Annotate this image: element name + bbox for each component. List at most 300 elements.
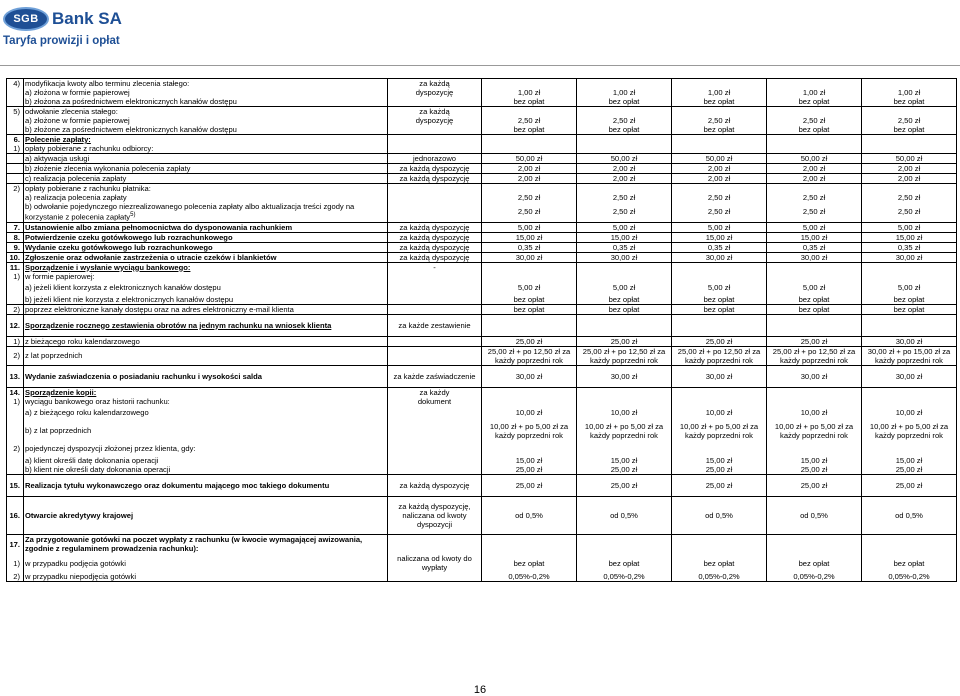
- charge-mode: za każdą: [388, 79, 482, 89]
- fee-value: 30,00 zł: [482, 252, 577, 262]
- fee-value: 30,00 zł: [577, 252, 672, 262]
- fee-value: [862, 387, 957, 397]
- item-description: Wydanie zaświadczenia o posiadaniu rachunku i wysokości salda: [24, 365, 388, 387]
- fee-value: [862, 79, 957, 89]
- fee-value: 50,00 zł: [482, 154, 577, 164]
- fee-value: bez opłat: [672, 304, 767, 314]
- fee-value: 15,00 zł: [672, 456, 767, 465]
- fee-value: [767, 262, 862, 272]
- item-description: Ustanowienie albo zmiana pełnomocnictwa do dysponowania rachunkiem: [24, 222, 388, 232]
- fee-value: [672, 387, 767, 397]
- fee-value: [577, 272, 672, 281]
- fee-row: [7, 534, 957, 554]
- fee-value: [577, 107, 672, 117]
- fee-row: [7, 442, 957, 456]
- fee-value: 10,00 zł + po 5,00 zł za każdy poprzedni rok: [767, 420, 862, 442]
- fee-row: [7, 346, 957, 365]
- fee-value: [862, 144, 957, 154]
- item-number: 1): [7, 272, 24, 281]
- item-description: Za przygotowanie gotówki na poczet wypłaty z rachunku (w kwocie wymagającej awizowania, zgodnie z regulaminem prowadzenia rachunku):: [24, 534, 388, 554]
- fee-value: [767, 314, 862, 336]
- fee-value: [577, 534, 672, 554]
- fee-table-body: [7, 79, 957, 582]
- fee-value: bez opłat: [672, 125, 767, 135]
- fee-row: [7, 572, 957, 582]
- fee-value: [767, 272, 862, 281]
- fee-value: 15,00 zł: [577, 232, 672, 242]
- fee-value: [672, 272, 767, 281]
- fee-value: 30,00 zł: [577, 365, 672, 387]
- item-number: 4): [7, 79, 24, 89]
- fee-value: 30,00 zł: [862, 365, 957, 387]
- fee-row: [7, 456, 957, 465]
- fee-value: 0,35 zł: [577, 242, 672, 252]
- fee-value: 25,00 zł: [672, 474, 767, 496]
- item-description: Wydanie czeku gotówkowego lub rozrachunkowego: [24, 242, 388, 252]
- fee-value: od 0,5%: [577, 496, 672, 534]
- item-description: b) odwołanie pojedynczego niezrealizowanego polecenia zapłaty albo aktualizacja treści zgody na korzystanie z polecenia zapłaty$^{5)}$: [24, 202, 388, 222]
- fee-value: 25,00 zł: [767, 336, 862, 346]
- fee-value: 0,05%-0,2%: [862, 572, 957, 582]
- fee-value: bez opłat: [767, 554, 862, 572]
- item-number: [7, 125, 24, 135]
- fee-value: [767, 107, 862, 117]
- fee-value: [862, 314, 957, 336]
- item-number: 9.: [7, 242, 24, 252]
- item-description: b) jeżeli klient nie korzysta z elektronicznych kanałów dostępu: [24, 295, 388, 305]
- fee-value: bez opłat: [482, 125, 577, 135]
- fee-value: 0,05%-0,2%: [577, 572, 672, 582]
- fee-value: [577, 262, 672, 272]
- fee-value: 2,50 zł: [672, 193, 767, 202]
- fee-value: 25,00 zł: [482, 465, 577, 475]
- fee-value: 30,00 zł: [672, 252, 767, 262]
- fee-row: [7, 295, 957, 305]
- fee-value: bez opłat: [672, 554, 767, 572]
- fee-value: 25,00 zł + po 12,50 zł za każdy poprzedni rok: [767, 346, 862, 365]
- fee-value: bez opłat: [577, 125, 672, 135]
- fee-row: [7, 314, 957, 336]
- fee-value: 5,00 zł: [577, 222, 672, 232]
- item-number: [7, 174, 24, 184]
- charge-mode: dyspozycję: [388, 116, 482, 125]
- fee-row: [7, 304, 957, 314]
- fee-value: [767, 534, 862, 554]
- fee-value: 15,00 zł: [672, 232, 767, 242]
- fee-value: od 0,5%: [672, 496, 767, 534]
- fee-value: [862, 262, 957, 272]
- fee-value: 10,00 zł: [862, 406, 957, 420]
- fee-value: [577, 79, 672, 89]
- fee-value: bez opłat: [672, 97, 767, 107]
- fee-value: [767, 387, 862, 397]
- item-description: a) aktywacja usługi: [24, 154, 388, 164]
- fee-row: [7, 164, 957, 174]
- item-number: 7.: [7, 222, 24, 232]
- fee-value: 0,35 zł: [672, 242, 767, 252]
- item-description: Sporządzenie i wysłanie wyciągu bankowego:: [24, 262, 388, 272]
- fee-row: [7, 107, 957, 117]
- fee-value: 50,00 zł: [767, 154, 862, 164]
- fee-value: [767, 442, 862, 456]
- fee-value: 1,00 zł: [577, 88, 672, 97]
- charge-mode: [388, 272, 482, 281]
- fee-value: [862, 397, 957, 406]
- item-number: 1): [7, 554, 24, 572]
- fee-value: 25,00 zł + po 12,50 zł za każdy poprzedni rok: [672, 346, 767, 365]
- item-description: odwołanie zlecenia stałego:: [24, 107, 388, 117]
- item-description: opłaty pobierane z rachunku odbiorcy:: [24, 144, 388, 154]
- fee-table: [6, 78, 957, 582]
- item-description: Realizacja tytułu wykonawczego oraz dokumentu mającego moc takiego dokumentu: [24, 474, 388, 496]
- fee-value: 2,50 zł: [862, 193, 957, 202]
- fee-value: 25,00 zł: [672, 336, 767, 346]
- item-description: Sporządzenie rocznego zestawienia obrotów na jednym rachunku na wniosek klienta: [24, 314, 388, 336]
- fee-value: 50,00 zł: [862, 154, 957, 164]
- item-number: 14.: [7, 387, 24, 397]
- item-description: w przypadku podjęcia gotówki: [24, 554, 388, 572]
- fee-value: 0,05%-0,2%: [672, 572, 767, 582]
- fee-value: bez opłat: [862, 125, 957, 135]
- item-number: [7, 295, 24, 305]
- fee-value: 25,00 zł: [767, 474, 862, 496]
- fee-value: [482, 79, 577, 89]
- item-description: b) z lat poprzednich: [24, 420, 388, 442]
- fee-value: 5,00 zł: [482, 281, 577, 295]
- item-number: [7, 154, 24, 164]
- fee-value: 15,00 zł: [767, 232, 862, 242]
- fee-row: [7, 135, 957, 145]
- charge-mode: -: [388, 262, 482, 272]
- fee-row: [7, 242, 957, 252]
- fee-value: [672, 534, 767, 554]
- item-number: 17.: [7, 534, 24, 554]
- page-number: 16: [473, 684, 487, 696]
- fee-value: 2,50 zł: [577, 116, 672, 125]
- item-number: 11.: [7, 262, 24, 272]
- charge-mode: za każde zaświadczenie: [388, 365, 482, 387]
- fee-value: 2,50 zł: [482, 116, 577, 125]
- fee-value: 30,00 zł: [482, 365, 577, 387]
- fee-value: od 0,5%: [862, 496, 957, 534]
- item-number: [7, 193, 24, 202]
- fee-value: od 0,5%: [482, 496, 577, 534]
- fee-value: [672, 79, 767, 89]
- fee-value: 1,00 zł: [672, 88, 767, 97]
- fee-row: [7, 465, 957, 475]
- fee-value: 2,50 zł: [577, 193, 672, 202]
- fee-row: [7, 88, 957, 97]
- item-number: 5): [7, 107, 24, 117]
- fee-row: [7, 252, 957, 262]
- fee-value: [862, 272, 957, 281]
- charge-mode: [388, 125, 482, 135]
- fee-row: [7, 281, 957, 295]
- fee-row: [7, 232, 957, 242]
- item-number: [7, 116, 24, 125]
- fee-value: bez opłat: [482, 97, 577, 107]
- fee-value: [862, 184, 957, 194]
- fee-row: [7, 125, 957, 135]
- fee-value: 10,00 zł + po 5,00 zł za każdy poprzedni rok: [862, 420, 957, 442]
- fee-value: 2,00 zł: [577, 174, 672, 184]
- charge-mode: [388, 184, 482, 194]
- fee-value: [482, 107, 577, 117]
- fee-row: [7, 174, 957, 184]
- fee-value: 0,05%-0,2%: [482, 572, 577, 582]
- fee-value: [672, 397, 767, 406]
- charge-mode: za każdą dyspozycję: [388, 164, 482, 174]
- fee-value: 2,00 zł: [482, 174, 577, 184]
- charge-mode: za każdą dyspozycję: [388, 174, 482, 184]
- item-description: Sporządzenie kopii:: [24, 387, 388, 397]
- fee-value: 2,00 zł: [672, 164, 767, 174]
- fee-value: 10,00 zł: [577, 406, 672, 420]
- fee-value: 2,50 zł: [862, 116, 957, 125]
- charge-mode: [388, 534, 482, 554]
- fee-value: 25,00 zł + po 12,50 zł za każdy poprzedni rok: [482, 346, 577, 365]
- item-number: [7, 406, 24, 420]
- item-description: b) złożona za pośrednictwem elektronicznych kanałów dostępu: [24, 97, 388, 107]
- item-description: Zgłoszenie oraz odwołanie zastrzeżenia o utracie czeków i blankietów: [24, 252, 388, 262]
- item-description: b) klient nie określi daty dokonania operacji: [24, 465, 388, 475]
- charge-mode: [388, 97, 482, 107]
- logo-text: Bank SA: [52, 9, 122, 28]
- item-number: [7, 465, 24, 475]
- fee-value: [862, 442, 957, 456]
- charge-mode: [388, 336, 482, 346]
- item-number: [7, 202, 24, 222]
- fee-value: 15,00 zł: [767, 456, 862, 465]
- fee-value: 30,00 zł: [767, 365, 862, 387]
- header-divider: [0, 65, 960, 66]
- fee-value: 25,00 zł: [577, 474, 672, 496]
- fee-value: 2,50 zł: [672, 202, 767, 222]
- fee-row: [7, 387, 957, 397]
- fee-value: [672, 107, 767, 117]
- fee-value: 50,00 zł: [672, 154, 767, 164]
- fee-value: bez opłat: [577, 304, 672, 314]
- item-description: Potwierdzenie czeku gotówkowego lub rozrachunkowego: [24, 232, 388, 242]
- charge-mode: [388, 406, 482, 420]
- item-description: opłaty pobierane z rachunku płatnika:: [24, 184, 388, 194]
- item-description: w przypadku niepodjęcia gotówki: [24, 572, 388, 582]
- fee-value: 0,05%-0,2%: [767, 572, 862, 582]
- fee-value: 2,00 zł: [767, 164, 862, 174]
- fee-value: 30,00 zł: [862, 336, 957, 346]
- fee-value: bez opłat: [672, 295, 767, 305]
- charge-mode: [388, 202, 482, 222]
- fee-row: [7, 406, 957, 420]
- logo-mark: SGB: [3, 7, 49, 31]
- fee-row: [7, 554, 957, 572]
- fee-value: [482, 442, 577, 456]
- fee-value: 25,00 zł: [862, 465, 957, 475]
- fee-value: [862, 107, 957, 117]
- item-number: [7, 456, 24, 465]
- fee-value: bez opłat: [577, 295, 672, 305]
- bank-logo: [3, 6, 122, 32]
- item-description: a) jeżeli klient korzysta z elektronicznych kanałów dostępu: [24, 281, 388, 295]
- fee-value: 2,50 zł: [672, 116, 767, 125]
- fee-value: [672, 314, 767, 336]
- fee-value: 2,00 zł: [862, 164, 957, 174]
- fee-value: [767, 184, 862, 194]
- charge-mode: za każdą dyspozycję: [388, 222, 482, 232]
- fee-value: [482, 144, 577, 154]
- fee-value: [767, 144, 862, 154]
- fee-value: bez opłat: [577, 554, 672, 572]
- fee-value: 15,00 zł: [482, 232, 577, 242]
- fee-value: 50,00 zł: [577, 154, 672, 164]
- fee-value: bez opłat: [767, 97, 862, 107]
- item-number: [7, 97, 24, 107]
- fee-value: [862, 135, 957, 145]
- item-description: z bieżącego roku kalendarzowego: [24, 336, 388, 346]
- fee-value: 25,00 zł: [577, 336, 672, 346]
- fee-row: [7, 262, 957, 272]
- item-description: a) złożone w formie papierowej: [24, 116, 388, 125]
- item-number: 13.: [7, 365, 24, 387]
- fee-value: 5,00 zł: [482, 222, 577, 232]
- fee-value: 2,00 zł: [767, 174, 862, 184]
- charge-mode: [388, 135, 482, 145]
- fee-row: [7, 365, 957, 387]
- fee-row: [7, 79, 957, 89]
- fee-value: [672, 442, 767, 456]
- item-description: c) realizacja polecenia zapłaty: [24, 174, 388, 184]
- fee-value: bez opłat: [862, 295, 957, 305]
- fee-value: [767, 79, 862, 89]
- item-description: poprzez elektroniczne kanały dostępu oraz na adres elektroniczny e-mail klienta: [24, 304, 388, 314]
- item-description: w formie papierowej:: [24, 272, 388, 281]
- charge-mode: za każde zestawienie: [388, 314, 482, 336]
- fee-row: [7, 144, 957, 154]
- charge-mode: [388, 442, 482, 456]
- fee-value: [482, 314, 577, 336]
- item-number: 16.: [7, 496, 24, 534]
- fee-value: [577, 184, 672, 194]
- fee-value: [482, 387, 577, 397]
- item-number: 2): [7, 572, 24, 582]
- fee-value: od 0,5%: [767, 496, 862, 534]
- fee-value: 0,35 zł: [767, 242, 862, 252]
- fee-value: 25,00 zł: [482, 336, 577, 346]
- fee-value: [482, 135, 577, 145]
- fee-value: 10,00 zł: [482, 406, 577, 420]
- charge-mode: za każdą dyspozycję: [388, 232, 482, 242]
- fee-value: 0,35 zł: [482, 242, 577, 252]
- fee-value: [577, 387, 672, 397]
- charge-mode: [388, 465, 482, 475]
- fee-value: 2,50 zł: [577, 202, 672, 222]
- fee-value: bez opłat: [862, 304, 957, 314]
- item-description: a) klient określi datę dokonania operacji: [24, 456, 388, 465]
- fee-value: [672, 135, 767, 145]
- fee-row: [7, 272, 957, 281]
- fee-value: [767, 135, 862, 145]
- fee-value: 5,00 zł: [862, 281, 957, 295]
- fee-value: 1,00 zł: [767, 88, 862, 97]
- fee-value: [577, 135, 672, 145]
- fee-value: 25,00 zł + po 12,50 zł za każdy poprzedni rok: [577, 346, 672, 365]
- charge-mode: [388, 420, 482, 442]
- fee-value: 2,00 zł: [672, 174, 767, 184]
- fee-value: 2,00 zł: [482, 164, 577, 174]
- item-description: a) złożona w formie papierowej: [24, 88, 388, 97]
- charge-mode: [388, 456, 482, 465]
- item-number: 8.: [7, 232, 24, 242]
- charge-mode: za każdą: [388, 107, 482, 117]
- item-number: 2): [7, 442, 24, 456]
- item-description: b) złożenie zlecenia wykonania polecenia zapłaty: [24, 164, 388, 174]
- fee-value: [577, 442, 672, 456]
- fee-row: [7, 193, 957, 202]
- fee-value: 25,00 zł: [482, 474, 577, 496]
- fee-value: 5,00 zł: [767, 222, 862, 232]
- fee-value: 25,00 zł: [767, 465, 862, 475]
- item-number: 1): [7, 144, 24, 154]
- item-description: a) realizacja polecenia zapłaty: [24, 193, 388, 202]
- fee-value: 25,00 zł: [862, 474, 957, 496]
- fee-value: [767, 397, 862, 406]
- fee-value: 15,00 zł: [862, 456, 957, 465]
- fee-value: [577, 314, 672, 336]
- item-description: wyciągu bankowego oraz historii rachunku:: [24, 397, 388, 406]
- document-title: Taryfa prowizji i opłat: [3, 35, 120, 47]
- fee-row: [7, 97, 957, 107]
- fee-value: 5,00 zł: [672, 222, 767, 232]
- fee-value: 15,00 zł: [482, 456, 577, 465]
- fee-value: 1,00 zł: [862, 88, 957, 97]
- fee-value: 30,00 zł + po 15,00 zł za każdy poprzedni rok: [862, 346, 957, 365]
- charge-mode: [388, 193, 482, 202]
- item-number: 1): [7, 336, 24, 346]
- item-number: [7, 164, 24, 174]
- fee-value: bez opłat: [482, 304, 577, 314]
- fee-value: 25,00 zł: [672, 465, 767, 475]
- fee-value: 1,00 zł: [482, 88, 577, 97]
- fee-value: 2,50 zł: [767, 116, 862, 125]
- fee-value: 5,00 zł: [577, 281, 672, 295]
- item-number: 1): [7, 397, 24, 406]
- charge-mode: naliczana od kwoty do wypłaty: [388, 554, 482, 572]
- item-description: Otwarcie akredytywy krajowej: [24, 496, 388, 534]
- fee-value: [577, 144, 672, 154]
- fee-value: [482, 397, 577, 406]
- item-number: 6.: [7, 135, 24, 145]
- fee-value: 10,00 zł: [767, 406, 862, 420]
- fee-value: 15,00 zł: [862, 232, 957, 242]
- fee-row: [7, 420, 957, 442]
- item-description: z lat poprzednich: [24, 346, 388, 365]
- charge-mode: za każdy: [388, 387, 482, 397]
- fee-row: [7, 222, 957, 232]
- fee-value: bez opłat: [767, 125, 862, 135]
- item-number: 15.: [7, 474, 24, 496]
- fee-value: bez opłat: [482, 295, 577, 305]
- fee-value: 2,50 zł: [482, 193, 577, 202]
- fee-value: [672, 262, 767, 272]
- fee-value: [482, 262, 577, 272]
- fee-value: 0,35 zł: [862, 242, 957, 252]
- charge-mode: za każdą dyspozycję: [388, 474, 482, 496]
- fee-row: [7, 116, 957, 125]
- fee-value: [862, 534, 957, 554]
- fee-value: 30,00 zł: [767, 252, 862, 262]
- fee-value: 25,00 zł: [577, 465, 672, 475]
- fee-row: [7, 336, 957, 346]
